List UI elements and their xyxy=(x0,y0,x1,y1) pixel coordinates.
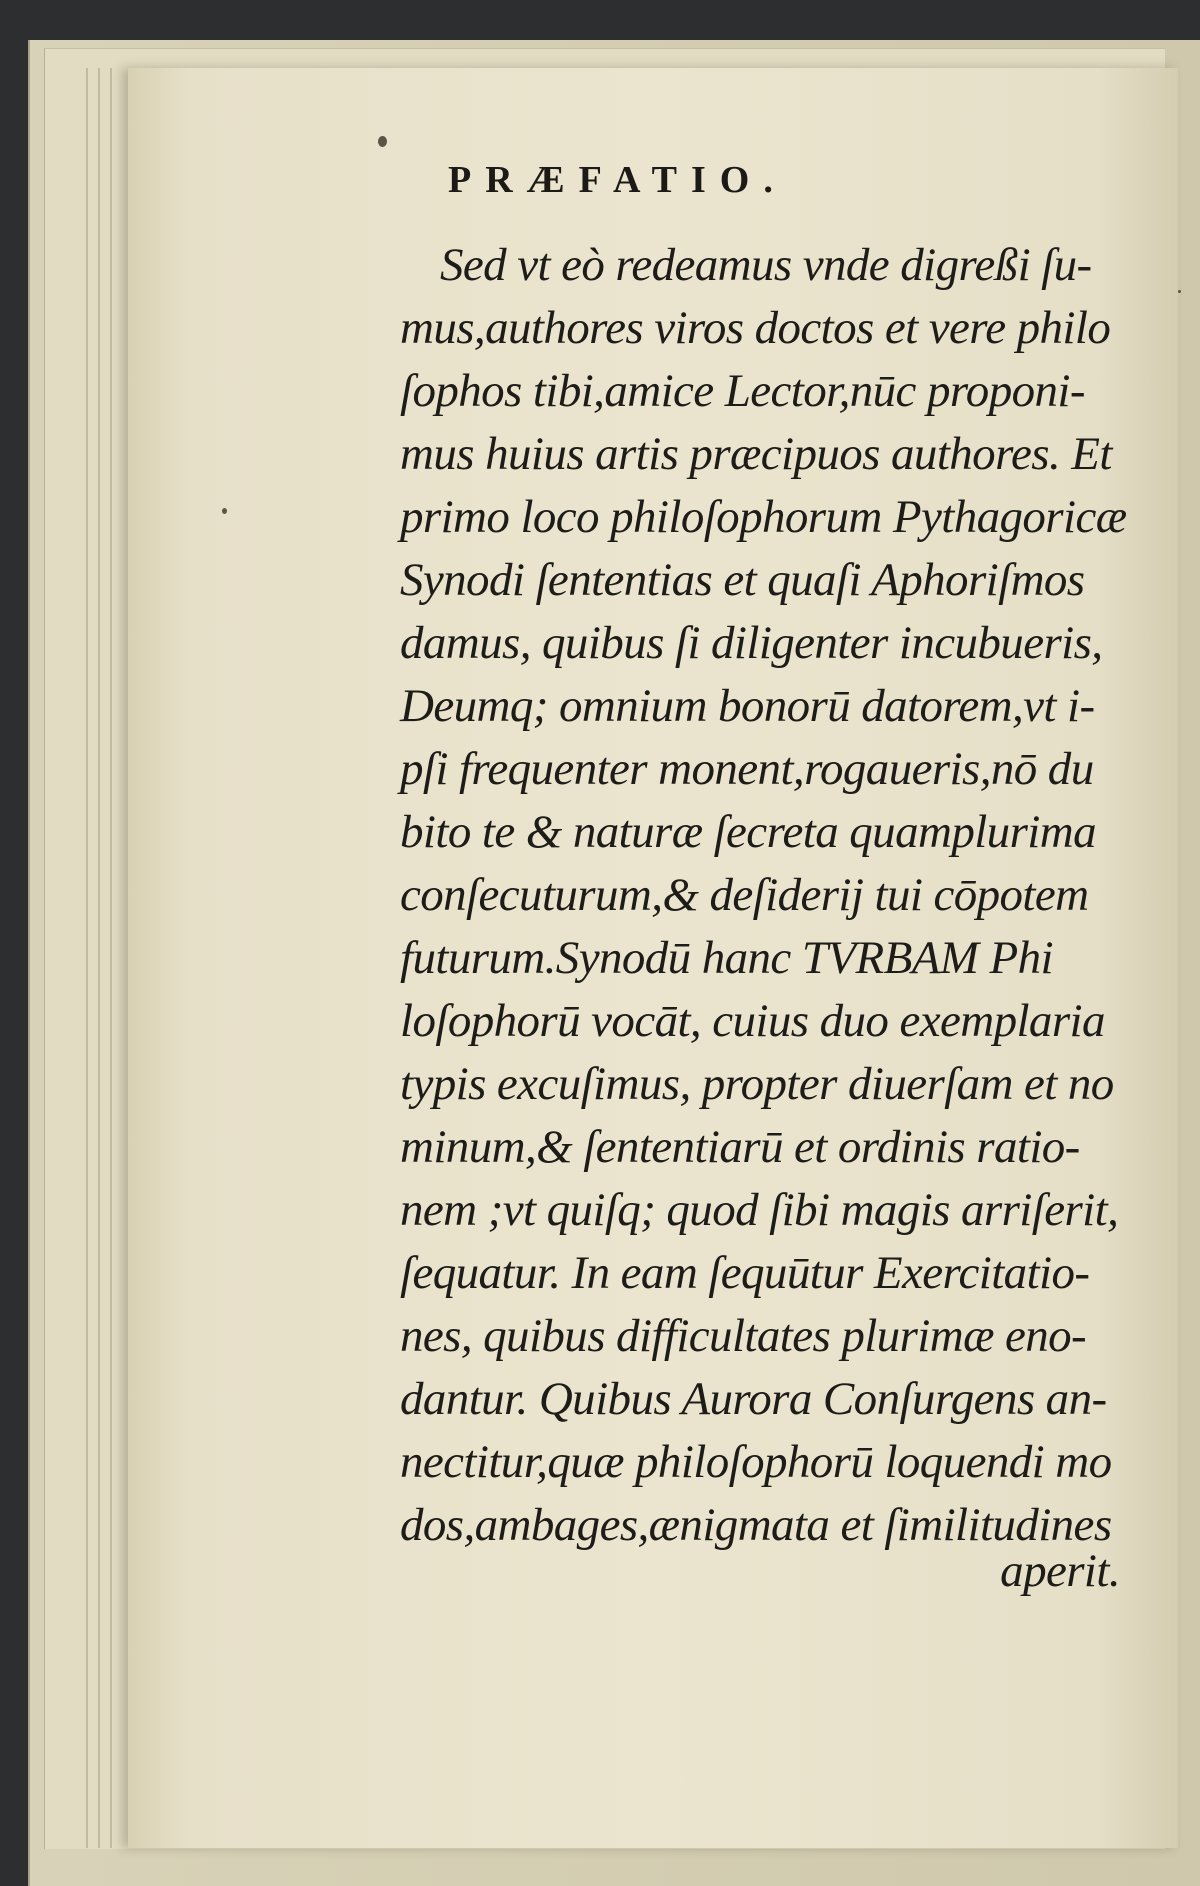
text-line: mus huius artis præcipuos authores. Et xyxy=(400,428,1112,480)
text-line: Sed vt eò redeamus vnde digreßi ſu- xyxy=(440,239,1092,291)
text-line: futurum.Synodū hanc TVRBAM Phi xyxy=(400,932,1053,984)
text-line: ſequatur. In eam ſequūtur Exercitatio- xyxy=(400,1247,1090,1299)
text-line: Deumq; omnium bonorū datorem,vt i- xyxy=(400,680,1095,732)
text-line: pſi frequenter monent,rogaueris,nō du xyxy=(400,743,1094,795)
text-line: Synodi ſententias et quaſi Aphoriſmos xyxy=(400,554,1085,606)
text-line: ſophos tibi,amice Lector,nūc proponi- xyxy=(400,365,1085,417)
text-line: nem ;vt quiſq; quod ſibi magis arriſerit, xyxy=(400,1184,1119,1236)
text-line: typis excuſimus, propter diuerſam et no xyxy=(400,1058,1114,1110)
text-line: mus,authores viros doctos et vere philo xyxy=(400,302,1111,354)
text-line: nectitur,quæ philoſophorū loquendi mo xyxy=(400,1436,1112,1488)
leaf-edge xyxy=(98,68,100,1848)
text-line: conſecuturum,& deſiderij tui cōpotem xyxy=(400,869,1089,921)
text-line: bito te & naturæ ſecreta quamplurima xyxy=(400,806,1096,858)
leaf-edge xyxy=(110,68,112,1848)
text-line: dos,ambages,ænigmata et ſimilitudines xyxy=(400,1499,1112,1551)
page-heading: PRÆFATIO. xyxy=(448,159,787,201)
ink-fleck xyxy=(1178,290,1181,293)
text-line: nes, quibus difficultates plurimæ eno- xyxy=(400,1310,1087,1362)
text-line: dantur. Quibus Aurora Conſurgens an- xyxy=(400,1373,1107,1425)
text-line: primo loco philoſophorum Pythagoricæ xyxy=(400,491,1127,543)
text-line: loſophorū vocāt, cuius duo exemplaria xyxy=(400,995,1105,1047)
leaf-edge xyxy=(86,68,88,1848)
ink-fleck xyxy=(222,508,227,514)
ink-fleck xyxy=(378,136,387,147)
text-line: damus, quibus ſi diligenter incubueris, xyxy=(400,617,1103,669)
catchword: aperit. xyxy=(1000,1545,1120,1597)
text-line: minum,& ſententiarū et ordinis ratio- xyxy=(400,1121,1080,1173)
